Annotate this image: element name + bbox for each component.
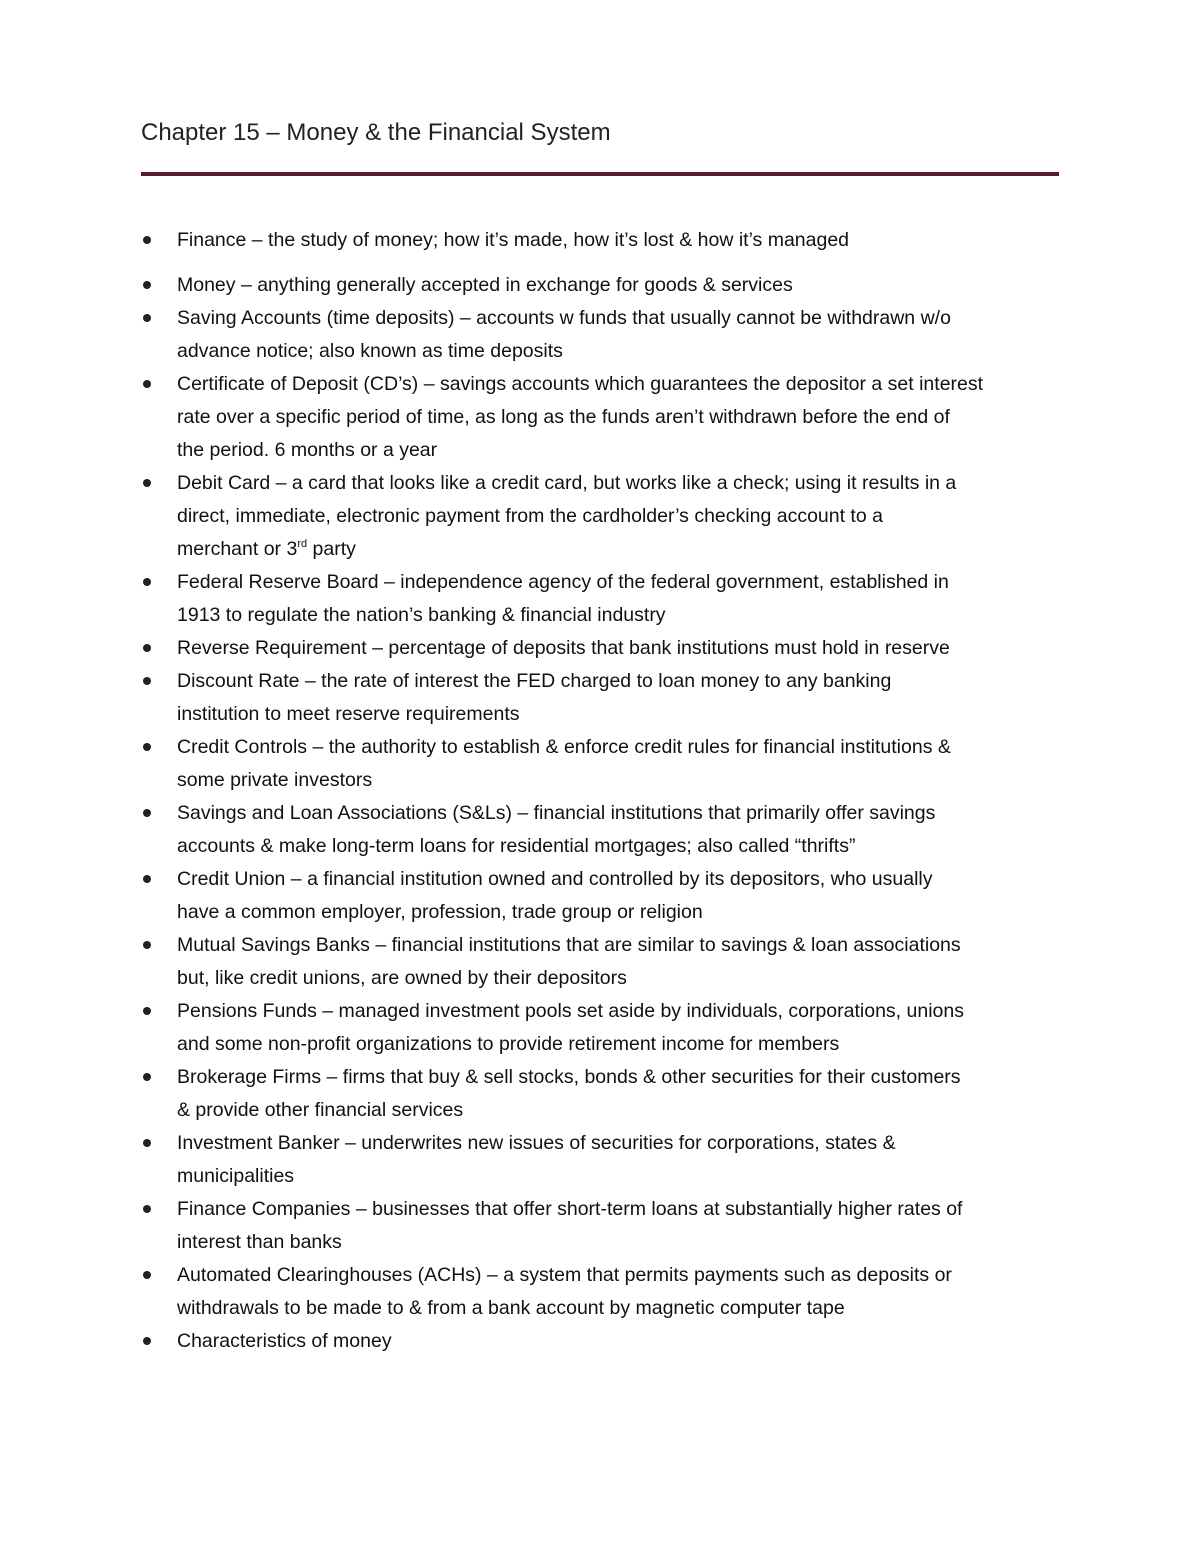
list-item [141,1127,1071,1193]
list-item [141,467,1071,566]
term-text: Money – anything generally accepted in exchange for goods & services [177,274,793,296]
bullet-icon [143,380,151,388]
bullet-icon [143,677,151,685]
term-text: Credit Controls – the authority to establish & enforce credit rules for financial institutions & some private investors [177,736,951,791]
list-item [141,1259,1071,1325]
list-item [141,731,1071,797]
list-item [141,1325,1071,1358]
term-text: Certificate of Deposit (CD’s) – savings accounts which guarantees the depositor a set interest rate over a specific period of time, as long as the funds aren’t withdrawn before the end of the period. 6 months or a year [177,373,984,461]
list-item [141,1193,1071,1259]
term-text: Reverse Requirement – percentage of deposits that bank institutions must hold in reserve [177,637,950,659]
term-text: Pensions Funds – managed investment pools set aside by individuals, corporations, unions and some non-profit organizations to provide retirement income for members [177,1000,964,1055]
term-text: Finance – the study of money; how it’s made, how it’s lost & how it’s managed [177,229,850,251]
bullet-icon [143,875,151,883]
term-list [141,224,1071,1358]
list-item [141,665,1071,731]
term-text: Saving Accounts (time deposits) – accounts w funds that usually cannot be withdrawn w/o advance notice; also known as time deposits [177,307,951,362]
bullet-icon [143,743,151,751]
bullet-icon [143,1139,151,1147]
list-item [141,1061,1071,1127]
term-text: Characteristics of money [177,1330,392,1352]
term-text [177,472,956,560]
list-item [141,863,1071,929]
bullet-icon [143,809,151,817]
term-text: Brokerage Firms – firms that buy & sell stocks, bonds & other securities for their customers & provide other financial services [177,1066,961,1121]
list-item [141,632,1071,665]
bullet-icon [143,644,151,652]
ordinal-superscript: rd [297,537,308,550]
term-text: Automated Clearinghouses (ACHs) – a system that permits payments such as deposits or withdrawals to be made to & from a bank account by magnetic computer tape [177,1264,952,1319]
term-text-tail-end: party [307,538,356,560]
term-text: Investment Banker – underwrites new issues of securities for corporations, states & municipalities [177,1132,896,1187]
term-text-tail: merchant or 3 [177,538,298,560]
bullet-icon [143,941,151,949]
page-title: Chapter 15 – Money & the Financial System [141,119,611,146]
list-item [141,368,1071,467]
bullet-icon [143,1337,151,1345]
list-item [141,995,1071,1061]
term-text: Credit Union – a financial institution owned and controlled by its depositors, who usually have a common employer, profession, trade group or religion [177,868,933,923]
list-item [141,929,1071,995]
bullet-icon [143,1073,151,1081]
list-item [141,269,1071,302]
list-item [141,224,1071,257]
list-item [141,566,1071,632]
bullet-icon [143,1271,151,1279]
title-divider [141,172,1059,176]
term-text: Finance Companies – businesses that offer short-term loans at substantially higher rates of interest than banks [177,1198,963,1253]
bullet-icon [143,1007,151,1015]
bullet-icon [143,578,151,586]
list-item [141,797,1071,863]
term-text: Discount Rate – the rate of interest the FED charged to loan money to any banking institution to meet reserve requirements [177,670,892,725]
bullet-icon [143,236,151,244]
bullet-icon [143,281,151,289]
bullet-icon [143,314,151,322]
term-text: Federal Reserve Board – independence agency of the federal government, established in 1913 to regulate the nation’s banking & financial industry [177,571,949,626]
bullet-icon [143,1205,151,1213]
term-text: Savings and Loan Associations (S&Ls) – financial institutions that primarily offer savings accounts & make long-term loans for residential mortgages; also called “thrifts” [177,802,936,857]
bullet-icon [143,479,151,487]
term-text: Mutual Savings Banks – financial institutions that are similar to savings & loan associations but, like credit unions, are owned by their depositors [177,934,961,989]
term-text-main: Debit Card – a card that looks like a credit card, but works like a check; using it results in a direct, immediate, electronic payment from the cardholder’s checking account to a [177,472,957,527]
list-item [141,302,1071,368]
